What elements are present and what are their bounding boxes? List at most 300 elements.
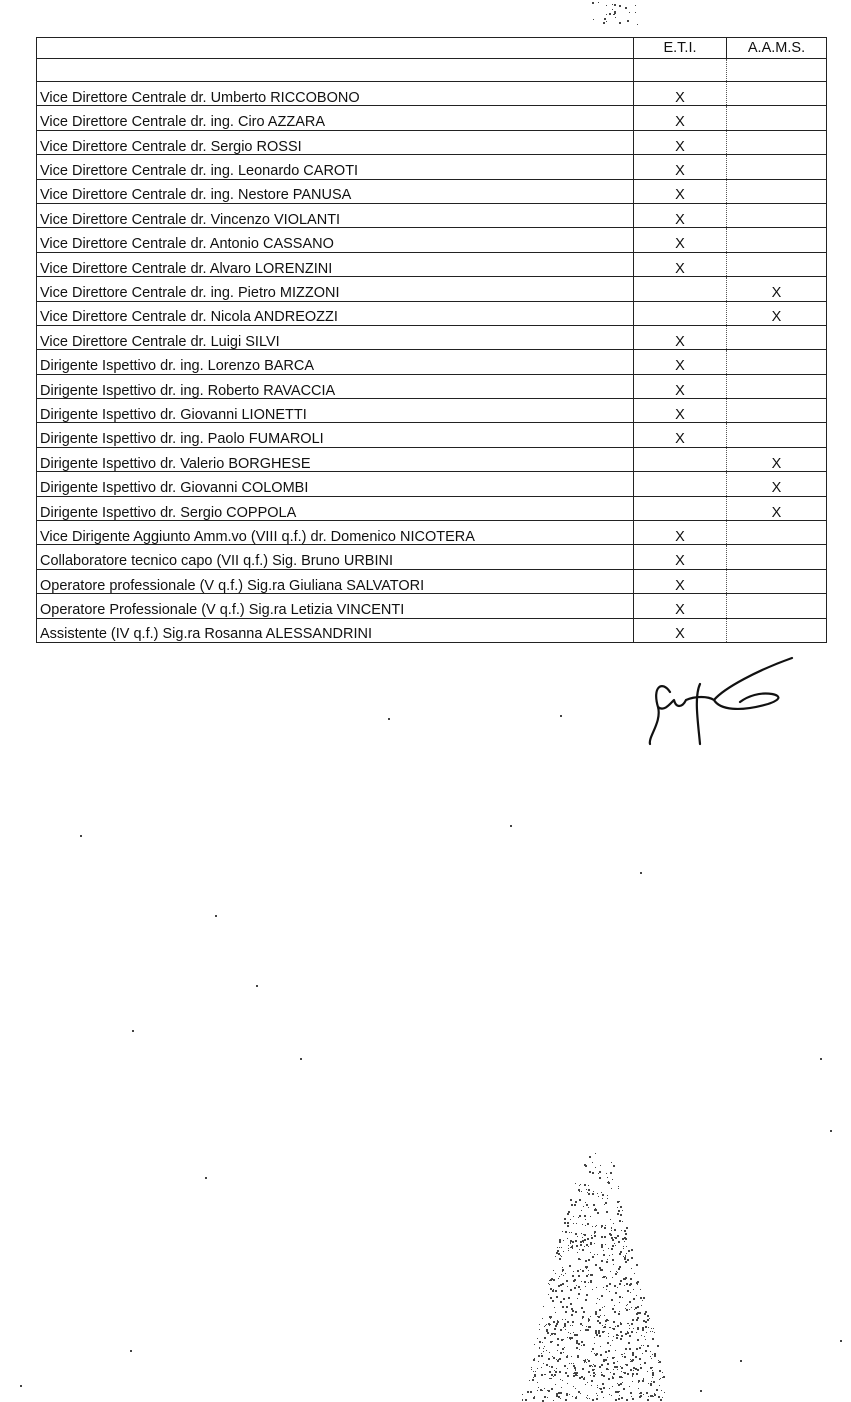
scan-speck: [607, 1177, 608, 1178]
scan-speck: [567, 1368, 568, 1369]
person-name: Vice Direttore Centrale dr. Luigi SILVI: [37, 325, 634, 349]
scan-speck: [605, 1351, 607, 1353]
scan-speck: [592, 1369, 594, 1371]
scan-speck: [586, 1330, 587, 1331]
scan-speck: [648, 1327, 649, 1328]
scan-speck: [542, 1390, 543, 1391]
scan-speck: [596, 1353, 598, 1355]
scan-speck: [618, 1335, 619, 1336]
scan-speck: [570, 1199, 572, 1201]
scan-speck: [601, 1391, 603, 1393]
scan-speck: [608, 1320, 609, 1321]
scan-speck: [544, 1396, 546, 1398]
scan-speck: [621, 1335, 623, 1337]
scan-speck: [533, 1377, 534, 1378]
scan-speck: [571, 1308, 573, 1310]
scan-speck: [537, 1368, 538, 1369]
scan-speck: [657, 1345, 659, 1347]
scan-speck: [610, 1172, 612, 1174]
scan-speck: [579, 1349, 580, 1350]
scan-speck: [647, 1371, 648, 1372]
scan-speck: [575, 1183, 576, 1184]
eti-mark: X: [634, 155, 727, 179]
scan-speck: [596, 1303, 597, 1304]
scan-speck: [560, 1379, 561, 1380]
scan-speck: [617, 1207, 618, 1208]
scan-speck: [612, 1179, 613, 1180]
scan-speck: [622, 1297, 623, 1298]
scan-speck: [614, 1229, 616, 1231]
scan-speck: [534, 1396, 535, 1397]
scan-speck: [579, 1249, 580, 1250]
scan-speck: [664, 1392, 665, 1393]
scan-speck: [571, 1232, 572, 1233]
scan-speck: [557, 1344, 559, 1346]
scan-speck: [658, 1396, 660, 1398]
scan-speck: [637, 1328, 639, 1330]
scan-speck: [584, 1362, 585, 1363]
scan-speck: [555, 1256, 556, 1257]
scan-speck: [630, 1361, 631, 1362]
scan-speck: [567, 1321, 569, 1323]
scan-speck: [631, 1307, 632, 1308]
scan-speck: [584, 1360, 586, 1362]
scan-speck: [588, 1321, 589, 1322]
scan-speck: [583, 1206, 584, 1207]
scan-speck: [652, 1374, 654, 1376]
scan-speck: [619, 22, 621, 24]
scan-speck: [623, 1248, 624, 1249]
scan-speck: [584, 1234, 586, 1236]
aams-mark: [727, 325, 827, 349]
scan-speck: [613, 1321, 615, 1323]
scan-speck: [574, 1204, 576, 1206]
person-name: Dirigente Ispettivo dr. ing. Paolo FUMAROLI: [37, 423, 634, 447]
scan-speck: [654, 1353, 656, 1355]
scan-speck: [651, 1358, 652, 1359]
scan-speck: [558, 1396, 560, 1398]
scan-speck: [572, 1396, 573, 1397]
scan-speck: [640, 872, 642, 874]
scan-speck: [538, 1361, 539, 1362]
scan-speck: [580, 1393, 581, 1394]
scan-speck: [570, 1240, 572, 1242]
scan-speck: [588, 1360, 590, 1362]
scan-speck: [562, 1267, 563, 1268]
scan-speck: [620, 1331, 622, 1333]
scan-speck: [632, 1373, 634, 1375]
aams-mark: X: [727, 447, 827, 471]
scan-speck: [585, 1286, 586, 1287]
scan-speck: [600, 1269, 602, 1271]
scan-speck: [549, 1284, 550, 1285]
scan-speck: [620, 1280, 622, 1282]
aams-mark: [727, 399, 827, 423]
scan-speck: [622, 1210, 623, 1211]
scan-speck: [820, 1058, 822, 1060]
person-name: Vice Direttore Centrale dr. Umberto RICCOBONO: [37, 82, 634, 106]
eti-mark: [634, 496, 727, 520]
table-header-row: [37, 38, 827, 59]
scan-speck: [543, 1351, 544, 1352]
aams-mark: [727, 179, 827, 203]
scan-speck: [586, 1326, 587, 1327]
scan-speck: [612, 1376, 613, 1377]
person-name: Dirigente Ispettivo dr. ing. Roberto RAVACCIA: [37, 374, 634, 398]
scan-speck: [585, 1219, 586, 1220]
scan-speck: [622, 1377, 623, 1378]
scan-speck: [612, 1239, 614, 1241]
scan-speck: [555, 1371, 557, 1373]
scan-speck: [619, 1201, 620, 1202]
scan-speck: [563, 1327, 564, 1328]
scan-speck: [580, 1184, 581, 1185]
scan-speck: [533, 1379, 534, 1380]
scan-speck: [590, 1316, 591, 1317]
scan-speck: [560, 1352, 562, 1354]
scan-speck: [549, 1325, 550, 1326]
person-name: Dirigente Ispettivo dr. Giovanni LIONETTI: [37, 399, 634, 423]
scan-speck: [568, 1332, 569, 1333]
person-name: Assistente (IV q.f.) Sig.ra Rosanna ALESSANDRINI: [37, 618, 634, 642]
scan-speck: [564, 1323, 566, 1325]
scan-speck: [598, 1173, 599, 1174]
scan-speck: [605, 1225, 606, 1226]
scan-speck: [627, 1259, 629, 1261]
scan-speck: [591, 1237, 593, 1239]
scan-speck: [592, 1399, 594, 1401]
scan-speck: [575, 1397, 577, 1399]
table-row: [37, 496, 827, 520]
table-row: [37, 447, 827, 471]
scan-speck: [652, 1367, 653, 1368]
scan-speck: [636, 1373, 638, 1375]
scan-speck: [628, 1342, 629, 1343]
scan-speck: [614, 4, 616, 6]
aams-mark: [727, 569, 827, 593]
scan-speck: [656, 1389, 658, 1391]
scan-speck: [563, 1251, 564, 1252]
scan-speck: [562, 1348, 564, 1350]
scan-speck: [830, 1130, 832, 1132]
scan-speck: [551, 1374, 553, 1376]
scan-speck: [625, 1238, 627, 1240]
scan-speck: [651, 1395, 653, 1397]
scan-speck: [622, 1356, 623, 1357]
scan-speck: [659, 1370, 660, 1371]
scan-speck: [580, 1241, 582, 1243]
scan-speck: [635, 12, 636, 13]
table-row: [37, 569, 827, 593]
scan-speck: [621, 1397, 623, 1399]
scan-speck: [539, 1341, 541, 1343]
scan-speck: [637, 1348, 638, 1349]
scan-speck: [641, 1305, 642, 1306]
header-aams: A.A.M.S.: [727, 38, 827, 59]
scan-speck: [619, 1296, 621, 1298]
scan-speck: [549, 1371, 551, 1373]
scan-speck: [652, 1370, 653, 1371]
scan-speck: [613, 1373, 615, 1375]
scan-speck: [591, 1385, 592, 1386]
scan-speck: [606, 5, 607, 6]
scan-speck: [558, 1278, 559, 1279]
scan-speck: [554, 1370, 555, 1371]
scan-speck: [567, 1383, 568, 1384]
scan-speck: [587, 1223, 589, 1225]
scan-speck: [643, 1345, 644, 1346]
scan-speck: [578, 1293, 580, 1295]
scan-speck: [581, 1345, 582, 1346]
scan-noise-top: [590, 0, 640, 24]
scan-speck: [541, 1374, 543, 1376]
scan-speck: [604, 1326, 606, 1328]
scan-speck: [132, 1030, 134, 1032]
scan-speck: [595, 1330, 597, 1332]
person-name: Dirigente Ispettivo dr. Valerio BORGHESE: [37, 447, 634, 471]
scan-speck: [625, 1348, 627, 1350]
scan-speck: [539, 1348, 540, 1349]
scan-speck: [636, 1320, 637, 1321]
table-row: [37, 594, 827, 618]
scan-speck: [595, 1209, 596, 1210]
scan-speck: [641, 1345, 642, 1346]
scan-speck: [587, 1238, 589, 1240]
scan-speck: [570, 1219, 571, 1220]
scan-speck: [632, 1352, 634, 1354]
scan-speck: [639, 1312, 641, 1314]
scan-speck: [603, 1250, 604, 1251]
scan-speck: [544, 1388, 545, 1389]
scan-speck: [603, 1387, 605, 1389]
scan-speck: [559, 1258, 561, 1260]
scan-speck: [567, 1238, 568, 1239]
scan-speck: [612, 1308, 614, 1310]
scan-speck: [593, 19, 594, 20]
scan-speck: [590, 1216, 591, 1217]
eti-mark: X: [634, 569, 727, 593]
scan-speck: [550, 1318, 551, 1319]
scan-speck: [644, 1313, 646, 1315]
scan-speck: [612, 9, 613, 10]
scan-speck: [598, 1316, 600, 1318]
scan-speck: [570, 1333, 571, 1334]
scan-speck: [622, 1354, 623, 1355]
scan-speck: [388, 718, 390, 720]
scan-speck: [640, 1297, 642, 1299]
scan-speck: [659, 1385, 660, 1386]
scan-speck: [562, 1231, 563, 1232]
scan-speck: [568, 1297, 570, 1299]
scan-speck: [620, 1376, 622, 1378]
scan-speck: [602, 1307, 603, 1308]
scan-speck: [619, 5, 621, 7]
person-name: Operatore professionale (V q.f.) Sig.ra Giuliana SALVATORI: [37, 569, 634, 593]
scan-speck: [579, 1199, 581, 1201]
scan-speck: [569, 1363, 570, 1364]
scan-speck: [539, 1347, 540, 1348]
scan-speck: [611, 1237, 613, 1239]
scan-speck: [608, 1369, 609, 1370]
scan-speck: [631, 1360, 633, 1362]
scan-speck: [593, 1364, 594, 1365]
scan-speck: [576, 1334, 578, 1336]
scan-speck: [630, 1369, 632, 1371]
scan-speck: [592, 1193, 594, 1195]
scan-speck: [632, 1319, 634, 1321]
scan-speck: [607, 1357, 608, 1358]
scan-speck: [567, 1222, 569, 1224]
scan-speck: [617, 1361, 618, 1362]
scan-speck: [534, 1358, 535, 1359]
scan-speck: [627, 1331, 628, 1332]
eti-mark: [634, 277, 727, 301]
scan-speck: [612, 1386, 613, 1387]
scan-speck: [572, 1310, 574, 1312]
scan-speck: [572, 1325, 573, 1326]
scan-speck: [550, 1341, 552, 1343]
eti-mark: [634, 301, 727, 325]
scan-speck: [567, 1286, 568, 1287]
eti-mark: X: [634, 545, 727, 569]
scan-speck: [544, 1346, 545, 1347]
scan-speck: [629, 1335, 631, 1337]
scan-speck: [592, 1348, 594, 1350]
scan-speck: [597, 1387, 598, 1388]
scan-speck: [544, 1337, 546, 1339]
scan-speck: [581, 1307, 583, 1309]
scan-speck: [662, 1377, 663, 1378]
scan-speck: [564, 1218, 566, 1220]
person-name: Dirigente Ispettivo dr. Sergio COPPOLA: [37, 496, 634, 520]
scan-speck: [613, 1264, 614, 1265]
scan-speck: [576, 1347, 578, 1349]
scan-speck: [614, 1237, 615, 1238]
scan-speck: [533, 1371, 534, 1372]
scan-speck: [840, 1340, 842, 1342]
scan-speck: [599, 1299, 600, 1300]
scan-speck: [552, 1341, 553, 1342]
scan-speck: [592, 1162, 593, 1163]
blank-cell: [634, 59, 727, 82]
scan-speck: [522, 1399, 523, 1400]
scan-speck: [542, 1342, 543, 1343]
header-name: [37, 38, 634, 59]
scan-speck: [613, 1223, 614, 1224]
scan-speck: [537, 1338, 538, 1339]
scan-speck: [642, 1300, 643, 1301]
table-row: [37, 350, 827, 374]
scan-speck: [568, 1248, 569, 1249]
scan-speck: [634, 1273, 635, 1274]
scan-speck: [558, 1253, 560, 1255]
scan-speck: [622, 1221, 623, 1222]
scan-speck: [576, 1372, 578, 1374]
scan-speck: [563, 1298, 565, 1300]
scan-speck: [593, 1375, 595, 1377]
scan-speck: [627, 1373, 629, 1375]
table-row: [37, 618, 827, 642]
scan-speck: [647, 1319, 649, 1321]
scan-speck: [531, 1369, 532, 1370]
scan-speck: [625, 1261, 627, 1263]
scan-speck: [617, 1369, 618, 1370]
blank-row: [37, 59, 827, 82]
scan-speck: [624, 1230, 626, 1232]
scan-speck: [563, 1275, 564, 1276]
scan-speck: [608, 1248, 609, 1249]
scan-speck: [602, 1277, 603, 1278]
scan-speck: [614, 1311, 616, 1313]
scan-speck: [613, 1369, 614, 1370]
scan-speck: [639, 1358, 641, 1360]
scan-speck: [553, 1279, 555, 1281]
person-name: Vice Direttore Centrale dr. ing. Nestore PANUSA: [37, 179, 634, 203]
scan-speck: [554, 1374, 556, 1376]
scan-speck: [570, 1303, 572, 1305]
scan-speck: [618, 1398, 620, 1400]
scan-speck: [607, 1198, 608, 1199]
scan-speck: [629, 12, 630, 13]
scan-speck: [553, 1270, 554, 1271]
scan-speck: [619, 1395, 620, 1396]
scan-speck: [608, 1333, 609, 1334]
scan-speck: [620, 1214, 622, 1216]
scan-speck: [633, 1328, 634, 1329]
scan-speck: [557, 1350, 558, 1351]
scan-speck: [596, 1287, 597, 1288]
scan-speck: [633, 1370, 634, 1371]
scan-speck: [560, 715, 562, 717]
scan-speck: [584, 1239, 586, 1241]
scan-speck: [603, 22, 605, 24]
scan-speck: [541, 1355, 543, 1357]
scan-speck: [625, 1256, 626, 1257]
scan-speck: [560, 1392, 562, 1394]
scan-speck: [610, 1271, 611, 1272]
scan-speck: [572, 1275, 574, 1277]
scan-speck: [565, 1319, 566, 1320]
scan-speck: [612, 1259, 614, 1261]
scan-speck: [574, 1287, 576, 1289]
scan-speck: [575, 1240, 577, 1242]
scan-speck: [546, 1364, 548, 1366]
scan-speck: [604, 1236, 606, 1238]
scan-speck: [573, 1363, 574, 1364]
scan-speck: [568, 1250, 569, 1251]
scan-speck: [611, 1248, 613, 1250]
scan-speck: [586, 1204, 588, 1206]
scan-speck: [588, 1371, 590, 1373]
scan-speck: [627, 1304, 628, 1305]
scan-speck: [661, 1390, 662, 1391]
scan-speck: [646, 1332, 647, 1333]
scan-speck: [618, 1188, 619, 1189]
scan-speck: [577, 1298, 578, 1299]
scan-speck: [542, 1318, 543, 1319]
scan-speck: [577, 1236, 578, 1237]
scan-speck: [645, 1326, 647, 1328]
aams-mark: X: [727, 277, 827, 301]
aams-mark: [727, 594, 827, 618]
scan-speck: [594, 1343, 595, 1344]
scan-speck: [592, 1289, 593, 1290]
scan-speck: [510, 825, 512, 827]
scan-speck: [630, 1278, 632, 1280]
scan-speck: [609, 1291, 610, 1292]
scan-speck: [644, 1362, 646, 1364]
aams-mark: X: [727, 496, 827, 520]
